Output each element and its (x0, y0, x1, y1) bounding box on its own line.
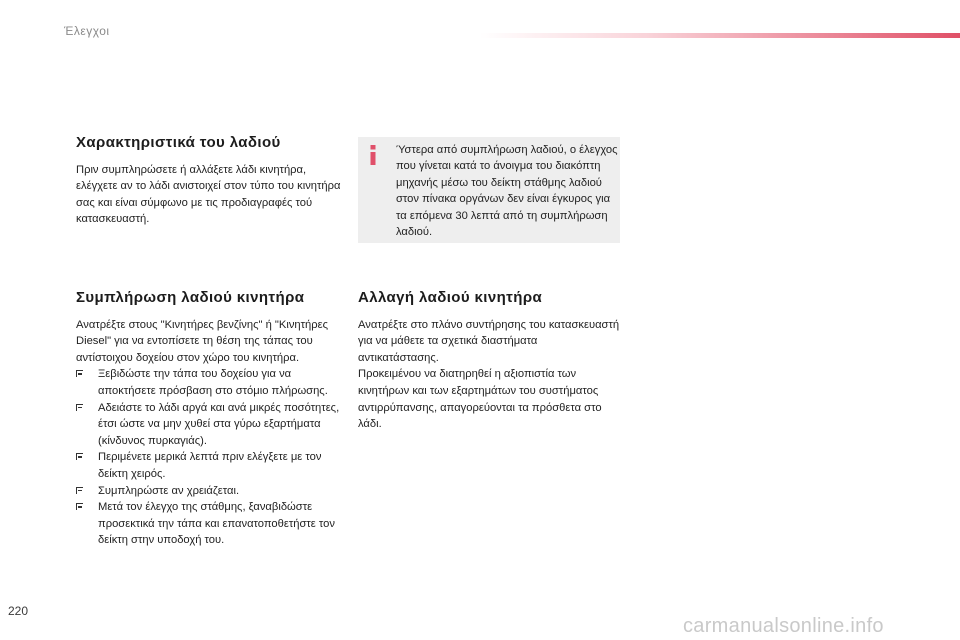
oil-topup-section (76, 290, 341, 549)
oil-characteristics-section (76, 135, 341, 228)
oil-topup-intro: Ανατρέξτε στους "Κινητήρες βενζίνης" ή "Κινητήρες Diesel" για να εντοπίσετε τη θέση της τάπας του αντίστοιχου δοχείου στον χώρο του κινητήρα. (76, 318, 329, 364)
list-item (76, 400, 341, 450)
info-box (358, 137, 620, 243)
info-box-text: Ύστερα από συμπλήρωση λαδιού, ο έλεγχος που γίνεται κατά το άνοιγμα του διακόπτη μηχανής μέσω του δείκτη στάθμης λαδιού στον πίνακα οργάνων δεν είναι έγκυρος για τα επόμενα 30 λεπτά από τη συμπλήρωση λαδιού. (396, 144, 618, 239)
oil-characteristics-heading: Χαρακτηριστικά του λαδιού (76, 134, 281, 151)
list-item (76, 366, 341, 399)
oil-topup-steps (76, 366, 341, 549)
header-accent-bar (480, 33, 960, 38)
arrow-bullet-icon (76, 404, 83, 411)
step-text: Ξεβιδώστε την τάπα του δοχείου για να αποκτήσετε πρόσβαση στο στόμιο πλήρωσης. (98, 368, 328, 397)
oil-change-paragraph-1: Ανατρέξτε στο πλάνο συντήρησης του κατασκευαστή για να μάθετε τα σχετικά διαστήματα αντικατάστασης. (358, 318, 620, 364)
oil-topup-heading: Συμπλήρωση λαδιού κινητήρα (76, 289, 305, 306)
list-item (76, 483, 341, 500)
oil-characteristics-text: Πριν συμπληρώσετε ή αλλάξετε λάδι κινητήρα, ελέγχετε αν το λάδι ανιστοιχεί στον τύπο του κινητήρα σας και είναι σύμφωνο με τις προδιαγραφές τού κατασκευαστή. (76, 163, 341, 226)
step-text: Μετά τον έλεγχο της στάθμης, ξαναβιδώστε προσεκτικά την τάπα και επανατοποθετήστε τον δείκτη στην υποδοχή του. (98, 501, 335, 547)
arrow-bullet-icon (76, 503, 83, 510)
step-text: Συμπληρώστε αν χρειάζεται. (98, 484, 240, 497)
list-item (76, 449, 341, 482)
oil-change-paragraph-2: Προκειμένου να διατηρηθεί η αξιοπιστία των κινητήρων και των εξαρτημάτων του συστήματος αντιρρύπανσης, απαγορεύονται τα πρόσθετα στο λάδι. (358, 368, 602, 431)
page-number: 220 (8, 604, 29, 618)
list-item (76, 499, 341, 549)
info-icon (368, 145, 378, 165)
header-title: Έλεγχοι (64, 24, 110, 38)
arrow-bullet-icon (76, 487, 83, 494)
arrow-bullet-icon (76, 370, 83, 377)
oil-change-heading: Αλλαγή λαδιού κινητήρα (358, 289, 543, 306)
watermark: carmanualsonline.info (683, 615, 884, 637)
step-text: Περιμένετε μερικά λεπτά πριν ελέγξετε με τον δείκτη χειρός. (98, 451, 322, 480)
step-text: Αδειάστε το λάδι αργά και ανά μικρές ποσότητες, έτσι ώστε να μην χυθεί στα γύρω εξαρτήματα (κίνδυνος πυρκαγιάς). (98, 401, 340, 447)
arrow-bullet-icon (76, 453, 83, 460)
oil-change-section (358, 290, 620, 433)
